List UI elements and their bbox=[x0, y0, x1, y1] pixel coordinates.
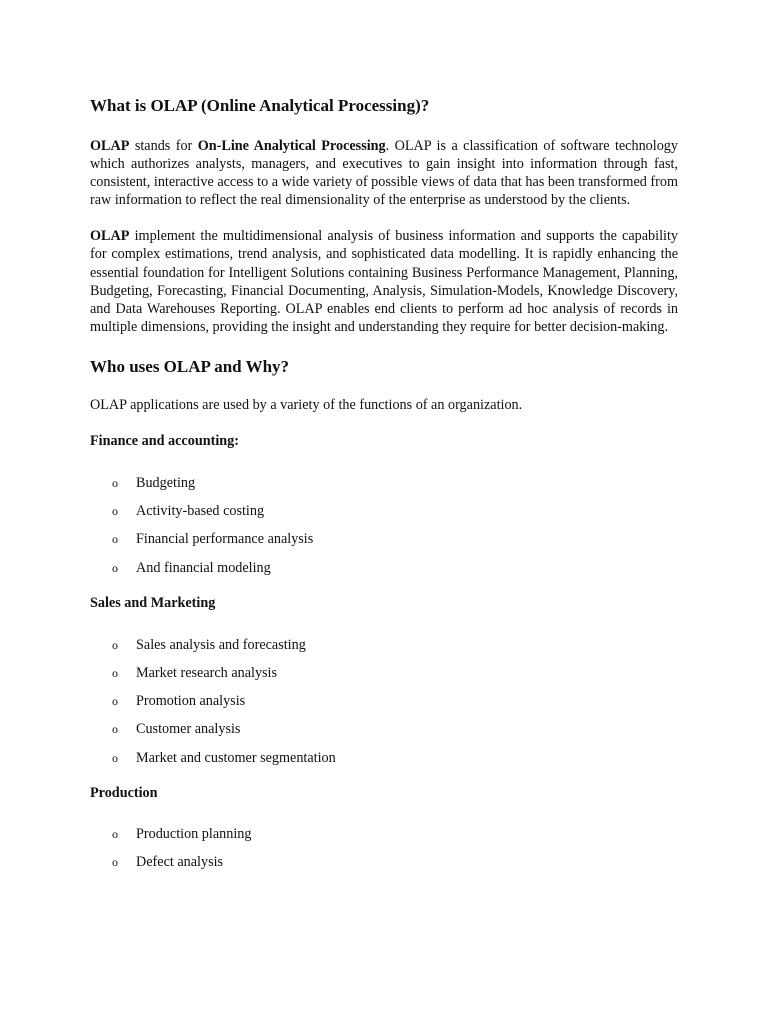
list-item: o Promotion analysis bbox=[112, 693, 246, 710]
document-content bbox=[90, 96, 678, 881]
section-production bbox=[90, 784, 678, 881]
list-item: o And financial modeling bbox=[112, 559, 271, 576]
olap-definition-paragraph: OLAP stands for On-Line Analytical Processing. OLAP is a classification of software technology which authorizes analysts, managers, and executives to gain insight into information through fast, consistent, interactive access to a wide variety of possible views of data that has been transformed from raw information to reflect the real dimensionality of the enterprise as understood by the clients. bbox=[90, 138, 678, 209]
circle-bullet-icon: o bbox=[112, 854, 118, 869]
section-heading-who-uses: Who uses OLAP and Why? bbox=[90, 356, 290, 376]
circle-bullet-icon: o bbox=[112, 532, 118, 547]
sales-list bbox=[90, 636, 678, 777]
list-item: o Market and customer segmentation bbox=[112, 749, 336, 766]
list-item: o Defect analysis bbox=[112, 853, 224, 870]
list-item: o Sales analysis and forecasting bbox=[112, 636, 306, 653]
intro-paragraph: OLAP applications are used by a variety of the functions of an organization. bbox=[90, 396, 523, 413]
circle-bullet-icon: o bbox=[112, 750, 118, 765]
olap-capabilities-paragraph: OLAP implement the multidimensional analysis of business information and supports the capability for complex estimations, trend analysis, and sophisticated data modelling. It is rapidly enhancing the essential foundation for Intelligent Solutions containing Business Performance Management, Planning, Budgeting, Forecasting, Financial Documenting, Analysis, Simulation-Models, Knowledge Discovery, and Data Warehouses Reporting. OLAP enables end clients to perform ad hoc analysis of records in multiple dimensions, providing the insight and understanding they require for better decision-making. bbox=[90, 228, 678, 335]
olap-term: OLAP bbox=[90, 138, 130, 154]
list-item: o Activity-based costing bbox=[112, 503, 265, 520]
circle-bullet-icon: o bbox=[112, 826, 118, 841]
section-title: Finance and accounting: bbox=[90, 433, 239, 450]
list-item: o Financial performance analysis bbox=[112, 531, 314, 548]
circle-bullet-icon: o bbox=[112, 476, 118, 491]
section-title: Sales and Marketing bbox=[90, 594, 216, 611]
section-sales-marketing bbox=[90, 594, 678, 777]
circle-bullet-icon: o bbox=[112, 694, 118, 709]
circle-bullet-icon: o bbox=[112, 560, 118, 575]
circle-bullet-icon: o bbox=[112, 722, 118, 737]
list-item: o Customer analysis bbox=[112, 721, 241, 738]
section-finance bbox=[90, 432, 678, 587]
circle-bullet-icon: o bbox=[112, 637, 118, 652]
page-title: What is OLAP (Online Analytical Processing)? bbox=[90, 96, 430, 115]
finance-list bbox=[90, 474, 678, 587]
production-list bbox=[90, 825, 678, 881]
list-item: o Budgeting bbox=[112, 475, 196, 492]
circle-bullet-icon: o bbox=[112, 665, 118, 680]
olap-expansion: On-Line Analytical Processing bbox=[197, 138, 386, 154]
list-item: o Production planning bbox=[112, 825, 252, 842]
circle-bullet-icon: o bbox=[112, 504, 118, 519]
olap-term: OLAP bbox=[90, 228, 130, 245]
section-title: Production bbox=[90, 784, 158, 801]
list-item: o Market research analysis bbox=[112, 664, 278, 681]
